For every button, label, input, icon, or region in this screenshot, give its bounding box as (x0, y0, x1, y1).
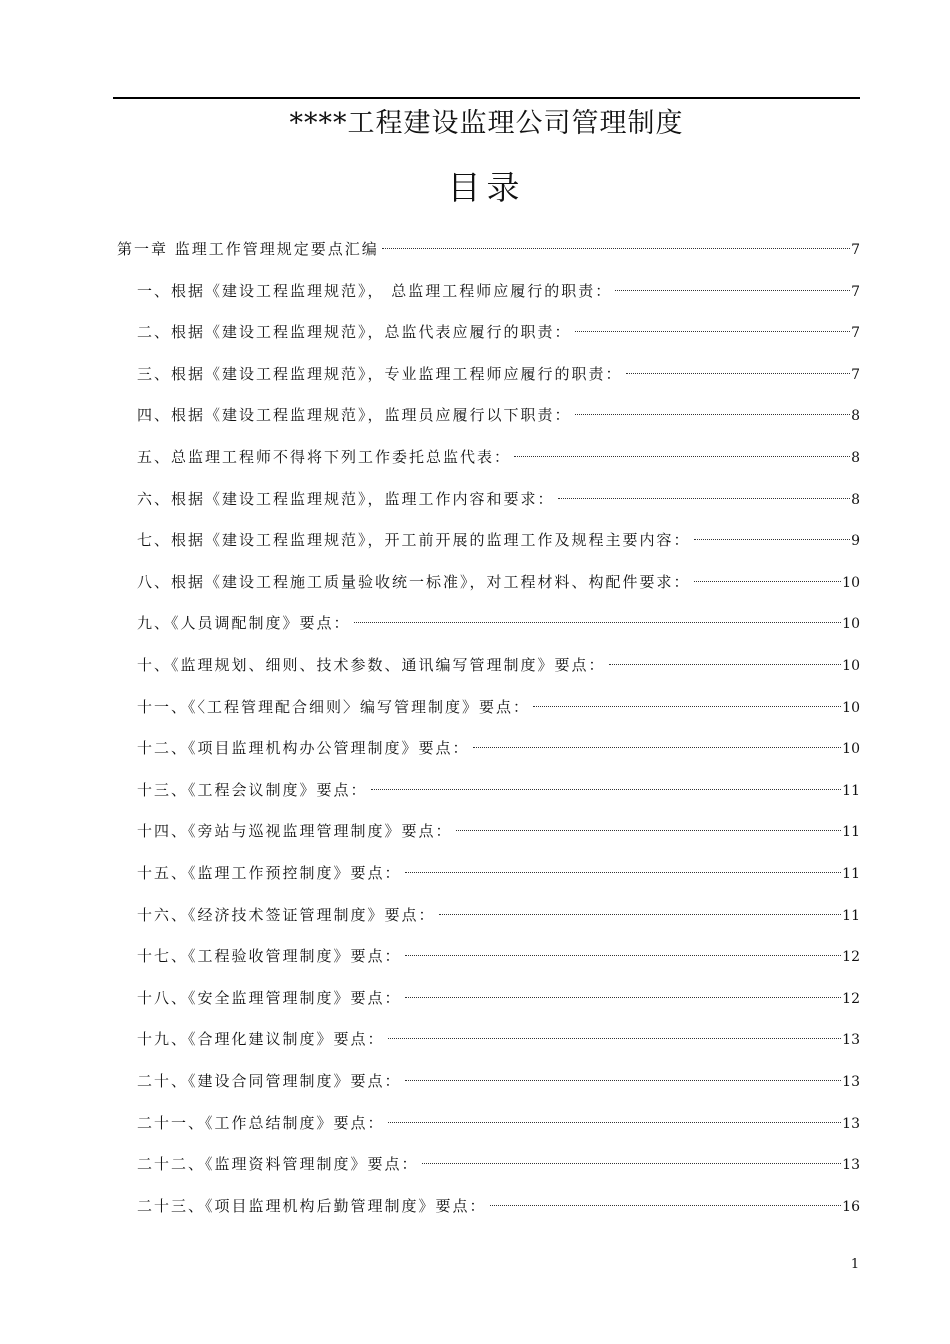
toc-entry[interactable] (137, 611, 860, 635)
toc-dot-leader (615, 290, 850, 291)
toc-dot-leader (626, 373, 851, 374)
toc-entry[interactable] (137, 903, 860, 927)
toc-entry[interactable] (137, 1069, 860, 1093)
header-rule (113, 97, 860, 99)
toc-entry-page: 8 (851, 408, 860, 425)
toc-entry-title: 十、《监理规划、细则、技术参数、通讯编写管理制度》要点： (137, 656, 606, 674)
toc-entry-page: 10 (842, 741, 860, 758)
toc-dot-leader (388, 1122, 842, 1123)
toc-dot-leader (575, 414, 851, 415)
toc-entry-page: 7 (851, 366, 860, 383)
toc-dot-leader (422, 1163, 842, 1164)
toc-dot-leader (456, 830, 842, 831)
toc-entry-title: 十六、《经济技术签证管理制度》要点： (137, 905, 436, 924)
toc-entry-title: 十三、《工程会议制度》要点： (137, 780, 368, 799)
toc-entry-title: 四、根据《建设工程监理规范》，监理员应履行以下职责： (137, 406, 572, 425)
toc-entry[interactable] (137, 528, 860, 552)
toc-entry-title: 十四、《旁站与巡视监理管理制度》要点： (137, 822, 453, 841)
toc-entry-title: 十八、《安全监理管理制度》要点： (137, 988, 402, 1007)
toc-entry-page: 9 (851, 533, 860, 550)
toc-entry[interactable] (137, 320, 860, 344)
toc-entry-title: 十二、《项目监理机构办公管理制度》要点： (137, 739, 470, 758)
toc-entry-title: 二十二、《监理资料管理制度》要点： (137, 1155, 419, 1174)
toc-entry-title: 二十三、《项目监理机构后勤管理制度》要点： (137, 1196, 487, 1215)
toc-entry[interactable] (137, 778, 860, 802)
toc-dot-leader (405, 1080, 842, 1081)
toc-entry-page: 10 (842, 699, 860, 716)
toc-entry-page: 10 (842, 616, 860, 633)
toc-entry-page: 12 (842, 949, 860, 966)
toc-entry-page: 7 (851, 242, 860, 258)
page-number: 1 (850, 1257, 860, 1272)
toc-dot-leader (575, 331, 851, 332)
toc-entry[interactable] (137, 861, 860, 885)
toc-entry-page: 16 (842, 1198, 860, 1215)
toc-dot-leader (609, 664, 842, 665)
toc-entry[interactable] (137, 695, 860, 719)
toc-dot-leader (388, 1038, 842, 1039)
toc-entry[interactable] (137, 1027, 860, 1051)
toc-dot-leader (354, 622, 842, 623)
toc-entry-title: 十七、《工程验收管理制度》要点： (137, 947, 402, 966)
document-title: ****工程建设监理公司管理制度 (289, 108, 684, 139)
toc-entry-title: 八、根据《建设工程施工质量验收统一标准》，对工程材料、构配件要求： (137, 572, 691, 591)
toc-dot-leader (558, 498, 851, 499)
toc-entry-title: 三、根据《建设工程监理规范》，专业监理工程师应履行的职责： (137, 364, 623, 383)
toc-entry[interactable] (137, 403, 860, 427)
toc-entry-page: 11 (842, 824, 860, 841)
toc-dot-leader (382, 248, 850, 249)
toc-entry[interactable] (137, 1152, 860, 1176)
toc-entry-title: 五、总监理工程师不得将下列工作委托总监代表： (137, 448, 512, 466)
toc-entry-page: 10 (842, 574, 860, 591)
toc-entry-title: 九、《人员调配制度》要点： (137, 614, 351, 633)
toc-entry[interactable] (137, 362, 860, 386)
toc-entry-title: 十九、《合理化建议制度》要点： (137, 1030, 385, 1049)
toc-entry[interactable] (137, 944, 860, 968)
toc-entry[interactable] (137, 653, 860, 677)
toc-entry[interactable] (137, 736, 860, 760)
toc-entry-page: 7 (851, 325, 860, 342)
toc-entry-title: 第一章 监理工作管理规定要点汇编 (117, 240, 379, 258)
toc-entry-title: 二十、《建设合同管理制度》要点： (137, 1072, 402, 1090)
toc-entry-page: 13 (842, 1032, 860, 1049)
toc-entry-page: 8 (851, 491, 860, 508)
toc-entry-title: 十五、《监理工作预控制度》要点： (137, 864, 402, 882)
toc-entry-title: 六、根据《建设工程监理规范》，监理工作内容和要求： (137, 489, 555, 508)
toc-entry-title: 二十一、《工作总结制度》要点： (137, 1113, 385, 1132)
toc-entry-page: 13 (842, 1157, 860, 1174)
toc-entry-page: 10 (842, 658, 860, 674)
toc-dot-leader (694, 539, 851, 540)
toc-entry-title: 二、根据《建设工程监理规范》，总监代表应履行的职责： (137, 323, 572, 342)
toc-entry-title: 一、根据《建设工程监理规范》， 总监理工程师应履行的职责： (137, 281, 613, 300)
toc-dot-leader (514, 456, 850, 457)
toc-entry[interactable] (137, 445, 860, 469)
toc-dot-leader (490, 1205, 842, 1206)
toc-entry-page: 11 (842, 866, 860, 882)
toc-entry[interactable] (137, 279, 860, 303)
toc-entry-title: 七、根据《建设工程监理规范》，开工前开展的监理工作及规程主要内容： (137, 531, 691, 550)
toc-entry-page: 13 (842, 1115, 860, 1132)
toc-dot-leader (439, 914, 842, 915)
toc-entry-page: 13 (842, 1074, 860, 1090)
toc-dot-leader (405, 955, 842, 956)
toc-dot-leader (694, 581, 842, 582)
toc-entry[interactable] (137, 487, 860, 511)
toc-dot-leader (405, 997, 842, 998)
toc-entry[interactable] (137, 986, 860, 1010)
toc-entry-page: 11 (842, 782, 860, 799)
toc-heading: 目录 (447, 168, 526, 207)
toc-entry-page: 8 (851, 450, 860, 466)
toc-entry[interactable] (137, 819, 860, 843)
toc-entry-page: 12 (842, 990, 860, 1007)
toc-dot-leader (405, 872, 842, 873)
toc-entry[interactable] (117, 237, 860, 261)
toc-entry[interactable] (137, 570, 860, 594)
toc-dot-leader (533, 706, 841, 707)
toc-entry[interactable] (137, 1194, 860, 1218)
toc-entry-title: 十一、《〈工程管理配合细则〉编写管理制度》要点： (137, 697, 531, 716)
toc-entry-page: 7 (851, 283, 860, 300)
toc-dot-leader (473, 747, 842, 748)
toc-dot-leader (371, 789, 842, 790)
toc-entry-page: 11 (842, 907, 860, 924)
toc-entry[interactable] (137, 1111, 860, 1135)
